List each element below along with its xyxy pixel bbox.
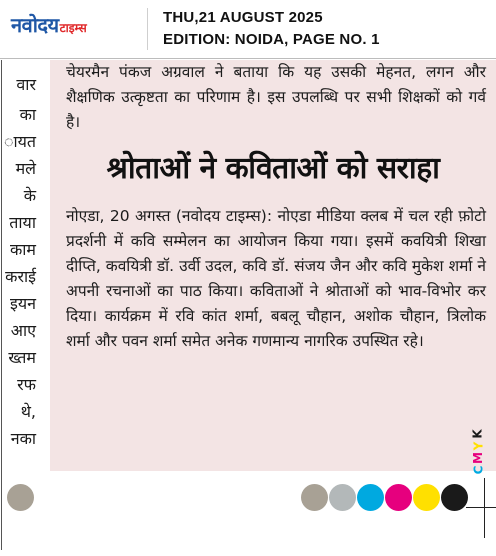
logo-sub-text: टाइम्स (59, 21, 87, 35)
registration-dot (413, 484, 440, 511)
cmyk-letter: Y (470, 441, 485, 451)
registration-dot (385, 484, 412, 511)
registration-dot (7, 484, 34, 511)
fragment-word: ायत (3, 132, 36, 151)
cmyk-letter: M (470, 452, 485, 464)
fragment-word: रफ (17, 375, 36, 394)
fragment-word: वार (16, 75, 36, 94)
fragment-word: ख्तम (8, 348, 36, 367)
registration-dot (329, 484, 356, 511)
issue-date: THU,21 AUGUST 2025 (163, 9, 323, 26)
page-header (0, 0, 496, 59)
fragment-word: इयन (9, 294, 36, 313)
header-divider (147, 8, 148, 50)
crop-mark (466, 507, 496, 508)
cmyk-letter: K (471, 429, 485, 439)
fragment-word: नका (10, 429, 36, 448)
newspaper-logo[interactable] (11, 11, 87, 38)
article-body: नोएडा, 20 अगस्त (नवोदय टाइम्स): नोएडा मीडिया क्लब में चल रही फ़ोटो प्रदर्शनी में कवि सम्मेलन का आयोजन किया गया। इसमें कवयित्री शिखा दीप्ति, कवयित्री डॉ. उर्वी उदल, कवि डॉ. संजय जैन और कवि मुकेश शर्मा ने अपनी रचनाओं का पाठ किया। कविताओं ने श्रोताओं को भाव-विभोर कर दिया। कार्यक्रम में रवि कांत शर्मा, बबलू चौहान, अशोक चौहान, त्रिलोक शर्मा और पवन शर्मा समेत अनेक गणमान्य नागरिक उपस्थित रहे। (66, 207, 486, 350)
fragment-word: थे, (20, 402, 36, 421)
fragment-word: काम (9, 240, 36, 259)
cmyk-label (470, 428, 486, 476)
article-headline: श्रोताओं ने कविताओं को सराहा (106, 151, 440, 186)
crop-mark (484, 478, 485, 538)
article-lead-paragraph: चेयरमैन पंकज अग्रवाल ने बताया कि यह उसकी मेहनत, लगन और शैक्षणिक उत्कृष्टता का परिणाम है। इस उपलब्धि पर सभी शिक्षकों को गर्व है। (66, 63, 486, 131)
news-article (50, 60, 496, 471)
fragment-word: का (19, 105, 36, 124)
registration-dot (301, 484, 328, 511)
fragment-word: कराई (5, 267, 36, 286)
fragment-word: आए (10, 321, 36, 340)
fragment-word: के (23, 186, 36, 205)
adjacent-column-fragment (0, 60, 50, 460)
fragment-word: ताया (9, 213, 36, 232)
fragment-word: मले (15, 159, 36, 178)
registration-dot (441, 484, 468, 511)
edition-info: EDITION: NOIDA, PAGE NO. 1 (163, 31, 380, 48)
logo-main-text: नवोदय (11, 13, 59, 37)
cmyk-letter: C (471, 465, 485, 475)
registration-dot (357, 484, 384, 511)
